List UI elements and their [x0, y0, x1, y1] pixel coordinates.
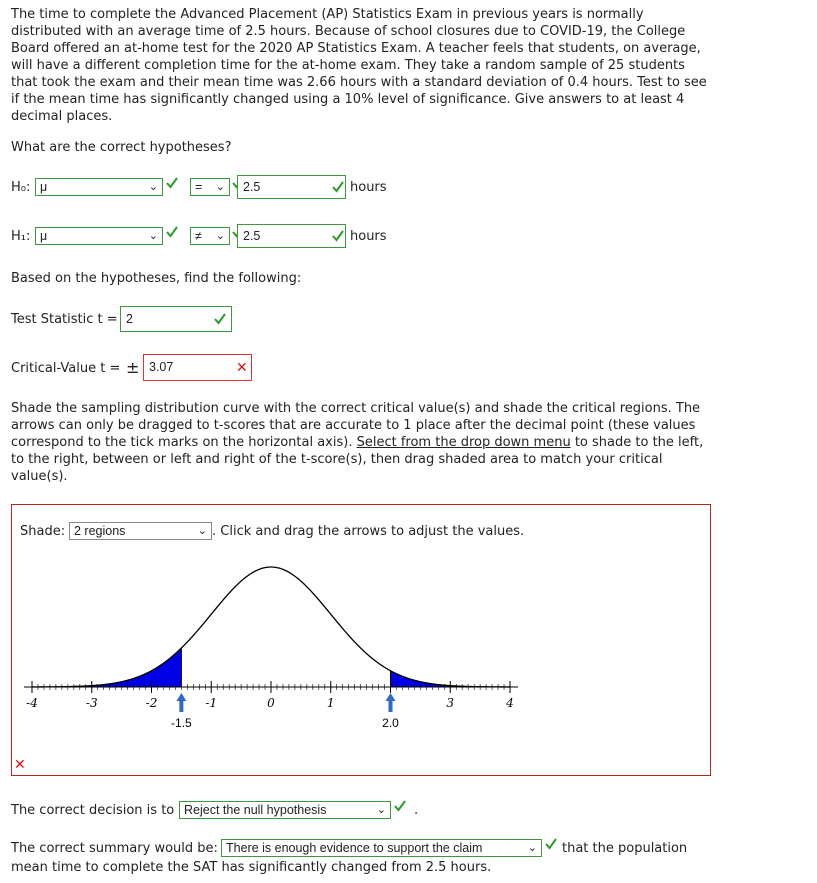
tick-label-3: 3	[446, 696, 455, 710]
check-icon	[331, 229, 345, 243]
h1-param-select[interactable]	[35, 227, 163, 245]
dropdown-hint-link: Select from the drop down menu	[356, 435, 571, 450]
shade-instr-line-3	[11, 434, 711, 451]
problem-line-3: Board offered an at-home test for the 2020 AP Statistics Exam. A teacher feels that students, on average,	[11, 41, 701, 56]
summary-suffix: that the population	[562, 841, 688, 856]
decision-select[interactable]	[179, 801, 391, 819]
h1-value-input[interactable]: 2.5	[237, 224, 346, 248]
tick-label-4: 4	[506, 696, 514, 710]
shade-regions-value: 2 regions	[74, 524, 126, 538]
problem-line-2: distributed with an average time of 2.5 hours. Because of school closures due to COVID-19, the College	[11, 24, 686, 39]
left-cutoff-label: -1.5	[171, 716, 192, 730]
h0-label: H₀:	[11, 180, 31, 195]
summary-prefix: The correct summary would be:	[11, 841, 218, 856]
shade-instr-line-2: arrows can only be dragged to t-scores that are accurate to 1 place after the decimal point (these values	[11, 418, 696, 433]
density-curve	[32, 567, 510, 687]
left-cutoff-drag-arrow[interactable]	[171, 693, 192, 730]
critical-value-label: Critical-Value t =	[11, 361, 121, 376]
arrow-up-icon	[176, 693, 186, 712]
h1-operator-select[interactable]	[190, 227, 230, 245]
chevron-down-icon: ⌄	[148, 181, 158, 193]
tick-label-1: 1	[326, 696, 335, 710]
chevron-down-icon: ⌄	[148, 230, 158, 242]
h0-operator-select[interactable]	[190, 178, 230, 196]
problem-line-7: decimal places.	[11, 109, 113, 124]
tick-label-neg2: -2	[145, 696, 158, 710]
check-icon	[331, 180, 345, 194]
shade-instr-line-4: to the right, between or left and right of the t-score(s), then drag shaded area to match your critical	[11, 452, 663, 467]
h1-param-value: μ	[40, 229, 48, 243]
problem-line-4: will have a different completion time for the at-home exam. They take a random sample of 25 students	[11, 58, 685, 73]
shade-instr-line-1: Shade the sampling distribution curve with the correct critical value(s) and shade the critical regions. The	[11, 401, 701, 416]
check-icon	[544, 837, 558, 851]
chevron-down-icon: ⌄	[527, 842, 537, 854]
chevron-down-icon: ⌄	[215, 230, 225, 242]
summary-select[interactable]	[221, 839, 542, 857]
decision-value: Reject the null hypothesis	[184, 803, 327, 817]
drag-hint: . Click and drag the arrows to adjust the values.	[212, 524, 525, 539]
h0-param-value: μ	[40, 180, 48, 194]
tick-label-neg4: -4	[26, 696, 38, 710]
h0-unit: hours	[350, 180, 387, 195]
chevron-down-icon: ⌄	[376, 804, 386, 816]
axis-tick-labels	[26, 696, 514, 710]
graph-cross-icon: ✕	[14, 757, 26, 773]
arrow-up-icon	[386, 693, 396, 712]
shade-label: Shade:	[20, 524, 66, 539]
decision-suffix: .	[414, 803, 419, 818]
left-tail-shaded-region[interactable]	[32, 648, 181, 687]
summary-value: There is enough evidence to support the claim	[226, 841, 483, 855]
chevron-down-icon: ⌄	[215, 181, 225, 193]
h0-operator-value: =	[195, 180, 203, 194]
test-statistic-input[interactable]: 2	[120, 306, 232, 332]
h0-value-input[interactable]: 2.5	[237, 175, 346, 199]
h1-label: H₁:	[11, 229, 31, 244]
tick-label-neg3: -3	[85, 696, 98, 710]
check-icon	[165, 225, 179, 239]
shade-instr-line-5: value(s).	[11, 469, 68, 484]
hypotheses-question: What are the correct hypotheses?	[11, 140, 232, 155]
right-cutoff-label: 2.0	[382, 716, 399, 730]
problem-line-1: The time to complete the Advanced Placement (AP) Statistics Exam in previous years is normally	[11, 7, 644, 22]
check-icon	[393, 799, 407, 813]
problem-line-5: that took the exam and their mean time was 2.66 hours with a standard deviation of 0.4 hours. Test to see	[11, 75, 707, 90]
based-on-text: Based on the hypotheses, find the following:	[11, 271, 302, 286]
problem-line-6: if the mean time has significantly changed using a 10% level of significance. Give answers to at least 4	[11, 92, 685, 107]
h1-unit: hours	[350, 229, 387, 244]
h0-param-select[interactable]	[35, 178, 163, 196]
check-icon	[213, 312, 227, 326]
decision-prefix: The correct decision is to	[11, 803, 175, 818]
shade-instr-line-3a: correspond to the tick marks on the horizontal axis).	[11, 435, 357, 450]
test-statistic-label: Test Statistic t =	[11, 312, 118, 327]
plus-minus-symbol: ±	[126, 358, 140, 377]
tick-label-0: 0	[267, 696, 275, 710]
shade-instr-line-3b: to shade to the left,	[570, 435, 704, 450]
chevron-down-icon: ⌄	[197, 525, 207, 537]
t-distribution-chart	[12, 505, 710, 775]
cross-icon: ✕	[236, 360, 248, 376]
h1-operator-value: ≠	[195, 229, 202, 243]
check-icon	[165, 176, 179, 190]
right-cutoff-drag-arrow[interactable]	[382, 693, 399, 730]
summary-line-2: mean time to complete the SAT has significantly changed from 2.5 hours.	[11, 860, 492, 875]
critical-value-input[interactable]: 3.07	[143, 354, 252, 381]
tick-label-neg1: -1	[205, 696, 218, 710]
